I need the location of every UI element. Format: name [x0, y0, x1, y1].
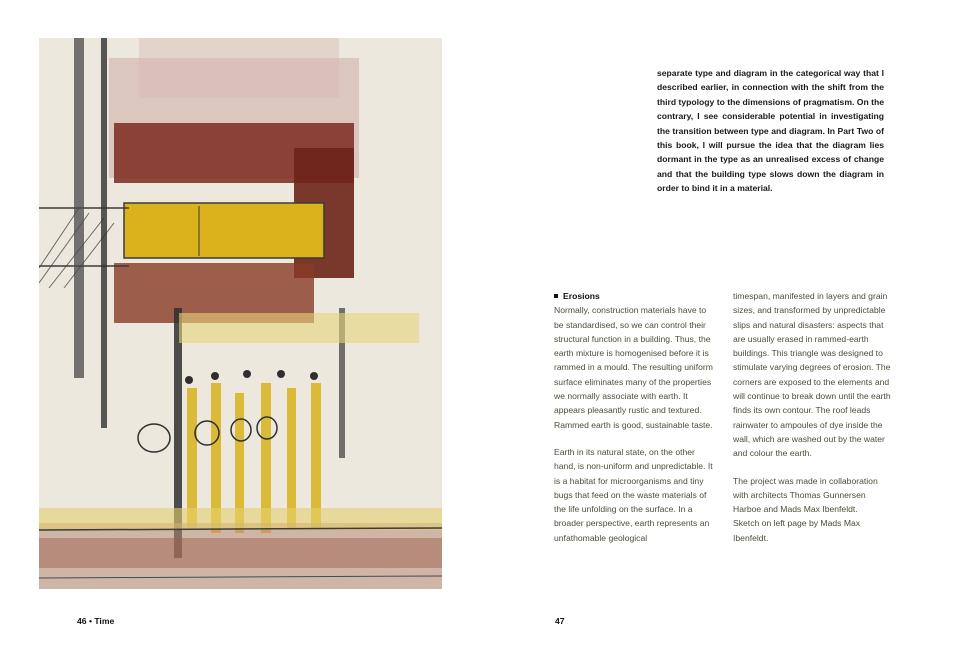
paragraph: Normally, construction materials have to be standardised, so we can control their structural function in a building. Thus, the earth mixture is homogenised before it is rammed in a mould. The resulting uniform surface eliminates many of the properties we normally associate with earth. It appears pleasantly rustic and textured. Rammed earth is good, sustainable taste.: [554, 305, 713, 430]
folio-left: 46 • Time: [77, 616, 115, 626]
folio-right: 47: [555, 616, 565, 626]
text-column-left: [554, 289, 714, 558]
architectural-sketch-icon: [39, 38, 442, 589]
paragraph: The project was made in collaboration with architects Thomas Gunnersen Harboe and Mads Max Ibenfeldt.: [733, 475, 878, 515]
section-heading-label: Erosions: [563, 291, 600, 301]
paragraph: Sketch on left page by Mads Max Ibenfeldt.: [733, 518, 861, 543]
sketch-illustration: [39, 38, 442, 589]
bullet-square-icon: [554, 294, 558, 298]
text-column-right: [733, 289, 893, 558]
section-heading: [554, 289, 714, 303]
paragraph: Earth in its natural state, on the other hand, is non-uniform and unpredictable. It is a habitat for microorganisms and tiny bugs that feed on the waste materials of the life unfolding on the surface. In a broader perspective, earth represents an unfathomable geological: [554, 446, 713, 543]
intro-paragraph: separate type and diagram in the categorical way that I described earlier, in connection with the shift from the third typology to the dimensions of pragmatism. On the contrary, I see considerable potential in investigating the transition between type and diagram. In Part Two of this book, I will pursue the idea that the diagram lies dormant in the type as an unrealised excess of change and that the building type slows down the diagram in order to bind it in a material.: [657, 68, 884, 194]
paragraph: timespan, manifested in layers and grain sizes, and transformed by unpredictable slips and natural disasters: aspects that are usually erased in rammed-earth buildings. This triangle was designed to stimulate varying degrees of erosion. The corners are exposed to the elements and will continue to break down until the earth finds its own contour. The roof leads rainwater to ampoules of dye inside the wall, which are washed out by the water and colour the earth.: [733, 291, 891, 459]
